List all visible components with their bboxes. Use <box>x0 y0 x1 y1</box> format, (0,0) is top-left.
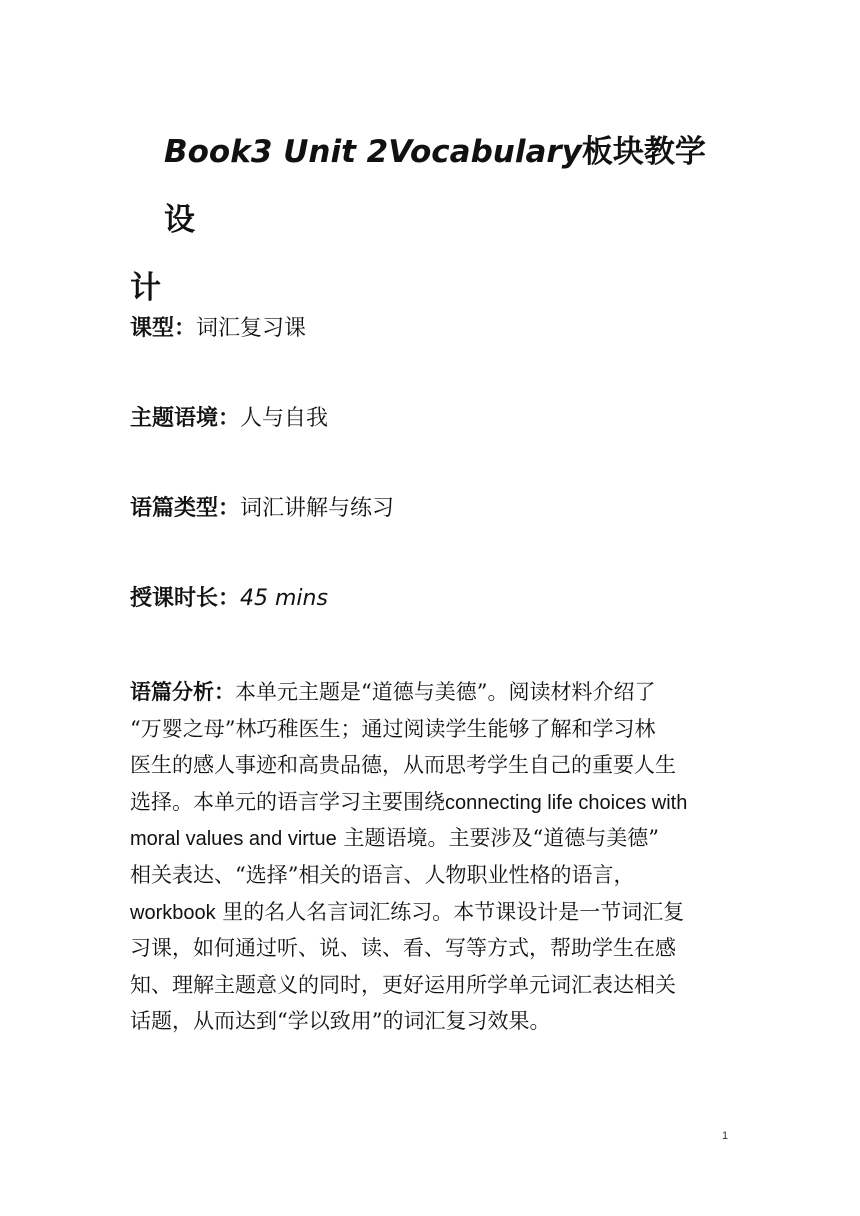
analysis-label: 语篇分析： <box>130 680 235 704</box>
analysis-english-word: workbook <box>130 901 216 924</box>
analysis-text: 主题语境。主要涉及“道德与美德” <box>343 826 659 851</box>
field-text-type <box>130 494 394 524</box>
field-value: 词汇复习课 <box>196 316 307 341</box>
analysis-line <box>130 894 735 931</box>
analysis-line: 相关表达、“选择”相关的语言、人物职业性格的语言， <box>130 862 635 887</box>
title-chinese-part-2: 计 <box>130 270 161 306</box>
field-label: 课型： <box>130 316 197 341</box>
field-value: 人与自我 <box>240 406 329 431</box>
analysis-line <box>130 674 735 711</box>
analysis-paragraph <box>130 674 735 1040</box>
title-line-2 <box>130 254 735 322</box>
analysis-english-phrase: moral values and virtue <box>130 828 337 851</box>
analysis-line: 医生的感人事迹和高贵品德，从而思考学生自己的重要人生 <box>130 753 676 778</box>
analysis-text: 本单元主题是“道德与美德”。阅读材料介绍了 <box>235 680 656 704</box>
title-chinese-part-1: 板块教学设 <box>164 134 706 238</box>
field-theme-context <box>130 404 328 434</box>
analysis-english-phrase: connecting life choices with <box>445 791 688 814</box>
analysis-text: 选择。本单元的语言学习主要围绕 <box>130 789 445 814</box>
title-english: Book3 Unit 2Vocabulary <box>164 134 582 170</box>
analysis-line <box>130 820 735 857</box>
page-number: 1 <box>722 1130 729 1142</box>
analysis-line: 话题，从而达到“学以致用”的词汇复习效果。 <box>130 1009 551 1034</box>
field-label: 主题语境： <box>130 406 241 431</box>
analysis-line: “万婴之母”林巧稚医生；通过阅读学生能够了解和学习林 <box>130 716 656 741</box>
field-value: 词汇讲解与练习 <box>240 496 395 521</box>
analysis-line: 知、理解主题意义的同时，更好运用所学单元词汇表达相关 <box>130 972 676 997</box>
document-title <box>130 118 735 322</box>
field-label: 授课时长： <box>130 586 241 611</box>
field-lesson-type <box>130 314 306 344</box>
field-value: 45 mins <box>240 586 328 611</box>
analysis-line: 习课，如何通过听、说、读、看、写等方式，帮助学生在感 <box>130 936 676 961</box>
field-label: 语篇类型： <box>130 496 241 521</box>
analysis-text: 里的名人名言词汇练习。本节课设计是一节词汇复 <box>222 899 685 924</box>
title-line-1 <box>130 118 735 254</box>
analysis-line <box>130 784 735 821</box>
field-duration <box>130 584 328 614</box>
